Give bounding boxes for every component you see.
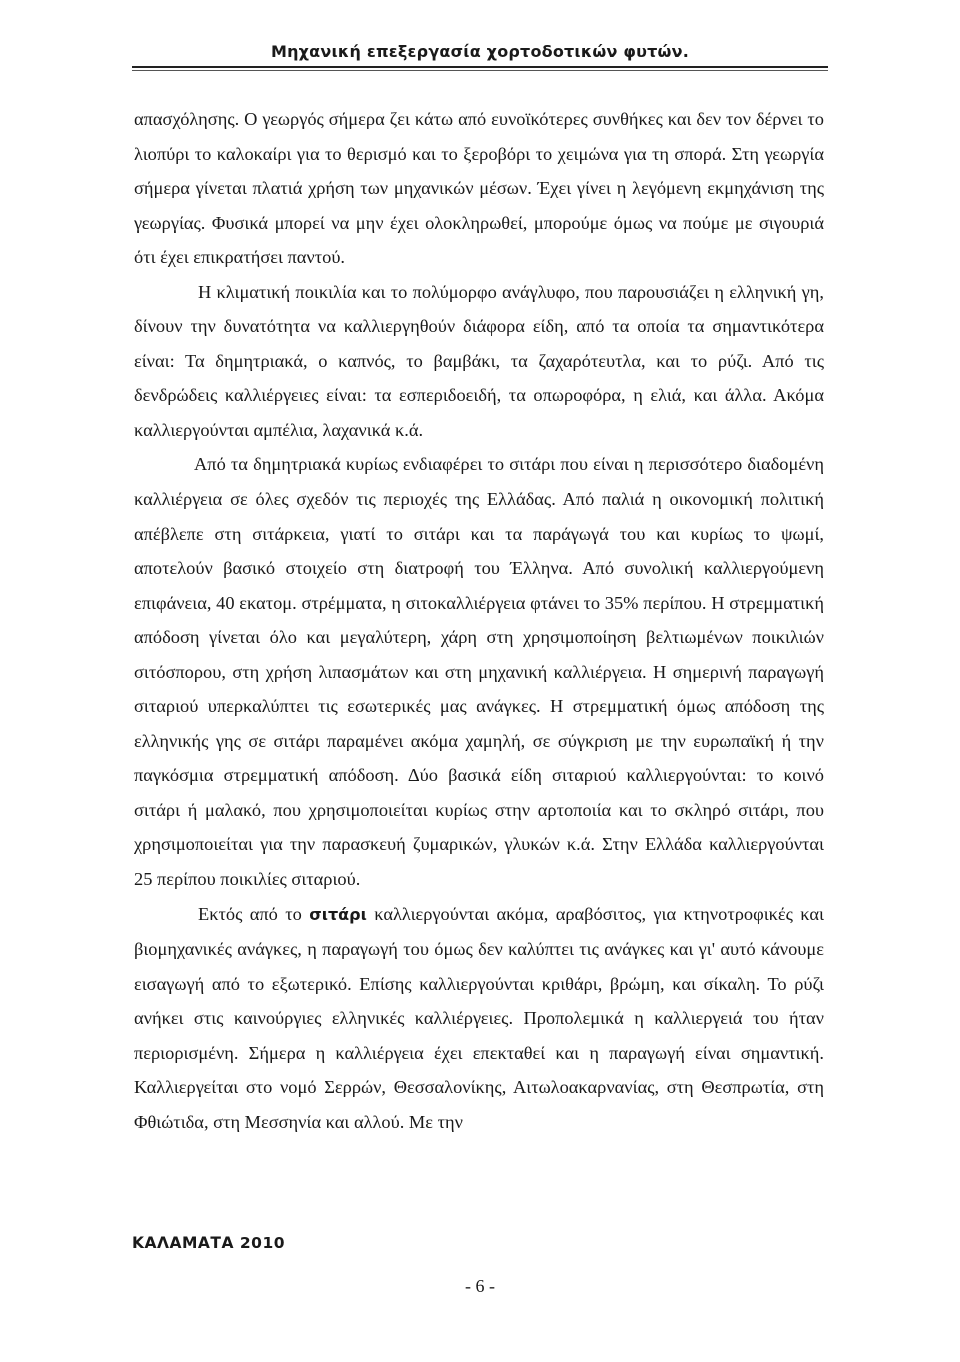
paragraph-1: απασχόλησης. Ο γεωργός σήμερα ζει κάτω από ευνοϊκότερες συνθήκες και δεν τον δέρνει το λιοπύρι το καλοκαίρι για το θερισμό και το ξεροβόρι το χειμώνα για τη σπορά. Στη γεωργία σήμερα γίνεται πλατιά χρήση των μηχανικών μέσων. Έχει γίνει η λεγόμενη εκμηχάνιση της γεωργίας. Φυσικά μπορεί να μην έχει ολοκληρωθεί, μπορούμε όμως να πούμε με σιγουριά ότι έχει επικρατήσει παντού.: [134, 109, 824, 268]
header-rule-thin: [132, 70, 828, 71]
paragraph-3: Από τα δημητριακά κυρίως ενδιαφέρει το σιτάρι που είναι η περισσότερο διαδομένη καλλιέργεια σε όλες σχεδόν τις περιοχές της Ελλάδας. Από παλιά η οικονομική πολιτική απέβλεπε στη σιτάρκεια, γιατί το σιτάρι και τα παράγωγά του και κυρίως το ψωμί, αποτελούν βασικό στοιχείο στη διατροφή του Έλληνα. Από συνολική καλλιεργούμενη επιφάνεια, 40 εκατομ. στρέμματα, η σιτοκαλλιέργεια φτάνει το 35% περίπου. Η στρεμματική απόδοση γίνεται όλο και μεγαλύτερη, χάρη στη χρησιμοποίηση βελτιωμένων ποικιλιών σιτόσπορου, στη χρήση λιπασμάτων και στη μηχανική καλλιέργεια. Η σημερινή παραγωγή σιταριού υπερκαλύπτει τις εσωτερικές μας ανάγκες. Η στρεμματική όμως απόδοση της ελληνικής γης σε σιτάρι παραμένει ακόμα χαμηλή, σε σύγκριση με την ευρωπαϊκή ή την παγκόσμια στρεμματική απόδοση. Δύο βασικά είδη σιταριού καλλιεργούνται: το κοινό σιτάρι ή μαλακό, που χρησιμοποιείται κυρίως στην αρτοποιία και το σκληρό σιτάρι, που χρησιμοποιείται για την παρασκευή ζυμαρικών, γλυκών κ.ά. Στην Ελλάδα καλλιεργούνται 25 περίπου ποικιλίες σιταριού.: [134, 454, 824, 890]
paragraph-4-lead: Εκτός από το: [198, 903, 310, 924]
paragraph-4-rest: καλλιεργούνται ακόμα, αραβόσιτος, για κτηνοτροφικές και βιομηχανικές ανάγκες, η παραγωγή του όμως δεν καλύπτει τις ανάγκες και γι' αυτό κάνουμε εισαγωγή από το εξωτερικό. Επίσης καλλιεργούνται κριθάρι, βρώμη, και σίκαλη. Το ρύζι ανήκει στις καινούργιες ελληνικές καλλιέργειες. Προπολεμικά η καλλιεργειά του ήταν περιορισμένη. Σήμερα η καλλιέργεια έχει επεκταθεί και η παραγωγή είναι σημαντική. Καλλιεργείται στο νομό Σερρών, Θεσσαλονίκης, Αιτωλοακαρνανίας, στη Θεσπρωτία, στη Φθιώτιδα, στη Μεσσηνία και αλλού. Με την: [134, 903, 824, 1132]
paragraph-4: [134, 897, 824, 1140]
emphasized-word: σιτάρι: [309, 904, 367, 924]
paragraph-2: Η κλιματική ποικιλία και το πολύμορφο ανάγλυφο, που παρουσιάζει η ελληνική γη, δίνουν την δυνατότητα να καλλιεργηθούν διάφορα είδη, από τα οποία τα σημαντικότερα είναι: Τα δημητριακά, ο καπνός, το βαμβάκι, τα ζαχαρότευτλα, και το ρύζι. Από τις δενδρώδεις καλλιέργειες είναι: τα εσπεριδοειδή, τα οπωροφόρα, η ελιά, και άλλα. Ακόμα καλλιεργούνται αμπέλια, λαχανικά κ.ά.: [134, 281, 824, 440]
page-number: - 6 -: [465, 1276, 495, 1296]
header-rule: [132, 66, 828, 68]
footer-location-year: ΚΑΛΑΜΑΤΑ 2010: [132, 1234, 286, 1252]
body-text: [134, 102, 824, 1139]
page-header-title: Μηχανική επεξεργασία χορτοδοτικών φυτών.: [270, 42, 690, 61]
